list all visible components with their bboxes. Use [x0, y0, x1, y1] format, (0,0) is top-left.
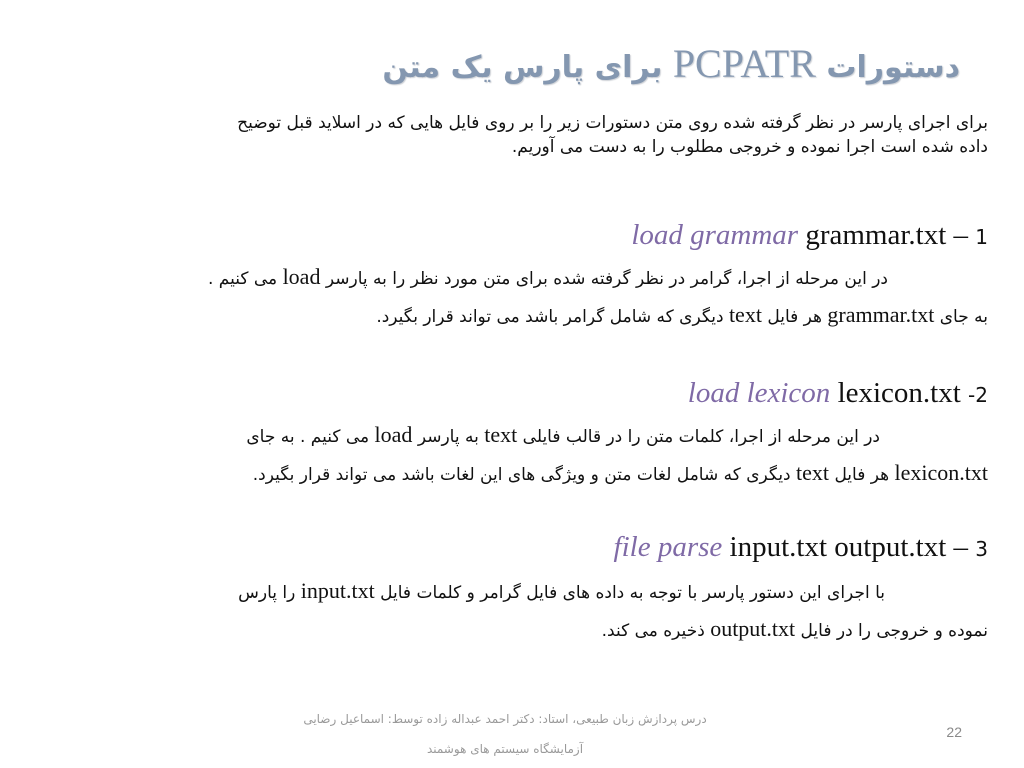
title-pcpatr: PCPATR [672, 41, 816, 86]
step-1-line2-mid: هر فایل [767, 307, 823, 327]
step-3-desc-line-2 [48, 614, 988, 645]
step-3-line1-after: را پارس [238, 583, 296, 603]
step-2-file: lexicon.txt [837, 377, 961, 409]
step-2-line1-term-2: load [374, 422, 413, 447]
step-3-separator: – [953, 531, 969, 563]
step-3-heading [614, 532, 988, 564]
step-3-line2-term: output.txt [710, 616, 796, 641]
step-1-number: 1 [975, 225, 988, 249]
intro-line-1: برای اجرای پارسر در نظر گرفته شده روی متن دستورات زیر را بر روی فایل هایی که در اسلاید قبل توضیح [237, 113, 988, 133]
step-2-number: -2 [968, 383, 988, 407]
step-2-desc-line-2 [48, 458, 988, 489]
step-1-line1-before: در این مرحله از اجرا، گرامر در نظر گرفته شده برای متن مورد نظر را به پارسر [325, 269, 888, 289]
slide-number: 22 [946, 724, 962, 740]
footer-course-credit: درس پردازش زبان طبیعی، استاد: دکتر احمد عبداله زاده توسط: اسماعیل رضایی [303, 712, 707, 726]
step-1-command: load grammar [631, 219, 799, 251]
step-1-line2-after: دیگری که شامل گرامر باشد می تواند قرار بگیرد. [376, 307, 724, 327]
title-rest: برای پارس یک متن [382, 50, 663, 85]
step-3-number: 3 [975, 537, 988, 561]
step-2-desc-line-1 [100, 420, 880, 451]
step-1-desc-line-1 [58, 262, 888, 293]
step-1-heading [631, 220, 988, 252]
intro-line-2: داده شده است اجرا نموده و خروجی مطلوب را به دست می آوریم. [511, 136, 988, 157]
step-3-desc-line-1 [70, 576, 885, 607]
step-2-line1-term-1: text [484, 422, 518, 447]
step-1-desc-line-2 [48, 300, 988, 331]
step-2-heading [688, 378, 988, 410]
step-3-command: file parse [613, 531, 723, 563]
step-2-line1-before: در این مرحله از اجرا، کلمات متن را در قالب فایلی [522, 427, 880, 447]
step-3-line1-term: input.txt [300, 578, 375, 603]
step-3-line1-before: با اجرای این دستور پارسر با توجه به داده های فایل گرامر و کلمات فایل [380, 583, 885, 603]
step-1-line1-term: load [282, 264, 321, 289]
step-2-line2-mid: هر فایل [834, 465, 890, 485]
step-3-line2-before: نموده و خروجی را در فایل [800, 621, 988, 641]
intro-paragraph [48, 112, 988, 160]
step-2-line1-after: می کنیم . به جای [246, 427, 370, 447]
step-1-line2-term-1: grammar.txt [827, 302, 935, 327]
step-1-line1-after: می کنیم . [208, 269, 278, 289]
step-2-command: load lexicon [687, 377, 831, 409]
step-3-line2-after: ذخیره می کند. [601, 621, 705, 641]
step-2-line2-term-1: lexicon.txt [894, 460, 988, 485]
step-1-separator: – [953, 219, 969, 251]
step-2-line2-after: دیگری که شامل لغات متن و ویژگی های این لغات باشد می تواند قرار بگیرد. [252, 465, 791, 485]
step-1-file: grammar.txt [805, 219, 947, 251]
step-1-line2-before: به جای [939, 307, 988, 327]
title-word-commands: دستورات [826, 50, 960, 85]
slide-title [330, 40, 960, 88]
step-1-line2-term-2: text [728, 302, 762, 327]
footer-lab-name: آزمایشگاه سیستم های هوشمند [426, 742, 584, 756]
step-3-files: input.txt output.txt [729, 531, 947, 563]
step-2-line2-term-2: text [796, 460, 830, 485]
step-2-line1-mid: به پارسر [417, 427, 479, 447]
